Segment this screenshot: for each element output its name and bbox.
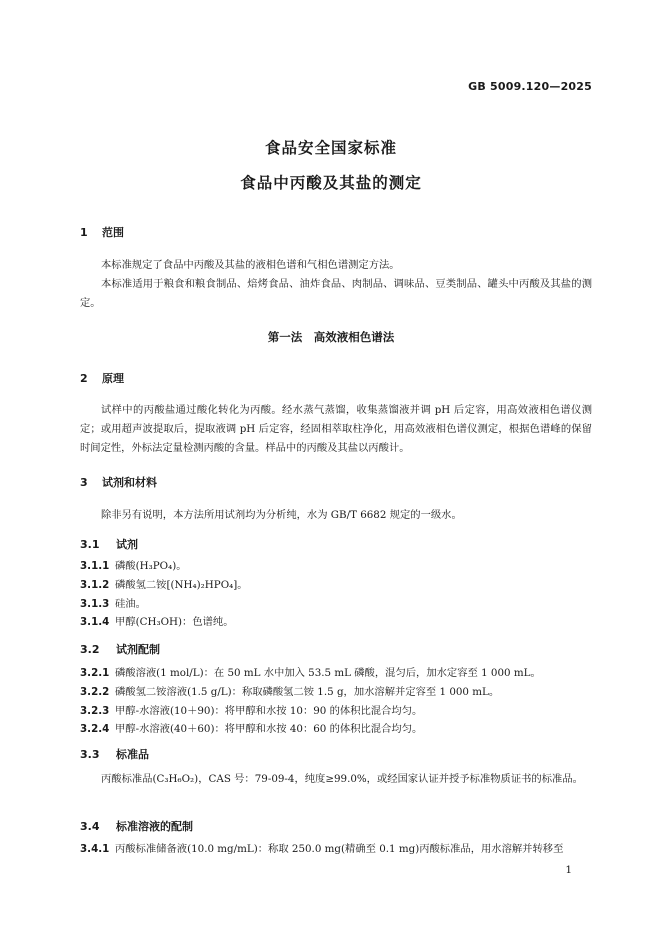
list-item bbox=[80, 664, 592, 683]
section-title: 试剂和材料 bbox=[102, 476, 157, 489]
section-title: 原理 bbox=[102, 372, 124, 385]
list-item bbox=[80, 683, 592, 702]
section-2-heading bbox=[80, 370, 124, 386]
list-item bbox=[80, 840, 592, 859]
item-number: 3.1.1 bbox=[80, 560, 110, 572]
section-title: 标准溶液的配制 bbox=[116, 820, 193, 833]
section-title: 标准品 bbox=[116, 748, 149, 761]
section-number: 2 bbox=[80, 372, 88, 385]
item-number: 3.1.3 bbox=[80, 598, 110, 610]
section-3-2-heading bbox=[80, 641, 160, 657]
standard-material-paragraph: 丙酸标准品(C₃H₆O₂)，CAS 号：79-09-4，纯度≥99.0%，或经国家认证并授予标准物质证书的标准品。 bbox=[101, 773, 583, 785]
item-number: 3.1.4 bbox=[80, 616, 110, 628]
list-item bbox=[80, 595, 592, 614]
section-number: 3.2 bbox=[80, 643, 100, 656]
section-number: 3 bbox=[80, 476, 88, 489]
section-1-heading bbox=[80, 224, 124, 240]
scope-paragraph-2: 本标准适用于粮食和粮食制品、焙烤食品、油炸食品、肉制品、调味品、豆类制品、罐头中丙酸及其盐的测定。 bbox=[80, 278, 592, 309]
standard-number: GB 5009.120—2025 bbox=[468, 80, 592, 93]
item-text: 硅油。 bbox=[115, 598, 146, 610]
item-text: 磷酸氢二铵[(NH₄)₂HPO₄]。 bbox=[115, 579, 248, 591]
section-title: 范围 bbox=[102, 226, 124, 239]
method-heading: 第一法 高效液相色谱法 bbox=[267, 330, 395, 344]
section-number: 3.3 bbox=[80, 748, 100, 761]
document-subtitle: 食品中丙酸及其盐的测定 bbox=[240, 174, 422, 192]
item-text: 磷酸溶液(1 mol/L)：在 50 mL 水中加入 53.5 mL 磷酸，混匀后，加水定容至 1 000 mL。 bbox=[115, 667, 541, 679]
item-number: 3.1.2 bbox=[80, 579, 110, 591]
document-title: 食品安全国家标准 bbox=[264, 139, 397, 157]
item-number: 3.2.2 bbox=[80, 686, 110, 698]
section-3-1-heading bbox=[80, 536, 138, 552]
item-number: 3.4.1 bbox=[80, 843, 110, 855]
scope-paragraph-1: 本标准规定了食品中丙酸及其盐的液相色谱和气相色谱测定方法。 bbox=[101, 259, 400, 271]
section-3-4-heading bbox=[80, 818, 193, 834]
section-3-heading bbox=[80, 474, 157, 490]
item-text: 甲醇-水溶液(40＋60)：将甲醇和水按 40：60 的体积比混合均匀。 bbox=[115, 723, 423, 735]
item-text: 甲醇(CH₃OH)：色谱纯。 bbox=[115, 616, 234, 628]
section-number: 1 bbox=[80, 226, 88, 239]
item-number: 3.2.4 bbox=[80, 723, 110, 735]
item-text: 磷酸(H₃PO₄)。 bbox=[115, 560, 187, 572]
list-item bbox=[80, 557, 592, 576]
item-text: 丙酸标准储备液(10.0 mg/mL)：称取 250.0 mg(精确至 0.1 mg)丙酸标准品，用水溶解并转移至 bbox=[115, 843, 564, 855]
list-item bbox=[80, 576, 592, 595]
item-number: 3.2.3 bbox=[80, 705, 110, 717]
section-3-3-heading bbox=[80, 746, 149, 762]
list-item bbox=[80, 613, 592, 632]
section-title: 试剂配制 bbox=[116, 643, 160, 656]
section-number: 3.4 bbox=[80, 820, 100, 833]
item-number: 3.2.1 bbox=[80, 667, 110, 679]
item-text: 甲醇-水溶液(10＋90)：将甲醇和水按 10：90 的体积比混合均匀。 bbox=[115, 705, 423, 717]
list-item bbox=[80, 702, 592, 721]
principle-paragraph: 试样中的丙酸盐通过酸化转化为丙酸。经水蒸气蒸馏，收集蒸馏液并调 pH 后定容，用高效液相色谱仪测定；或用超声波提取后，提取液调 pH 后定容，经固相萃取柱净化，用高效液相色谱仪测定，根据色谱峰的保留时间定性，外标法定量检测丙酸的含量。样品中的丙酸及其盐以丙酸计。 bbox=[80, 404, 592, 454]
section-title: 试剂 bbox=[116, 538, 138, 551]
section-number: 3.1 bbox=[80, 538, 100, 551]
list-item bbox=[80, 720, 592, 739]
item-text: 磷酸氢二铵溶液(1.5 g/L)：称取磷酸氢二铵 1.5 g，加水溶解并定容至 1 000 mL。 bbox=[115, 686, 500, 698]
reagents-intro-paragraph: 除非另有说明，本方法所用试剂均为分析纯，水为 GB/T 6682 规定的一级水。 bbox=[101, 509, 462, 521]
page-number: 1 bbox=[565, 864, 572, 876]
